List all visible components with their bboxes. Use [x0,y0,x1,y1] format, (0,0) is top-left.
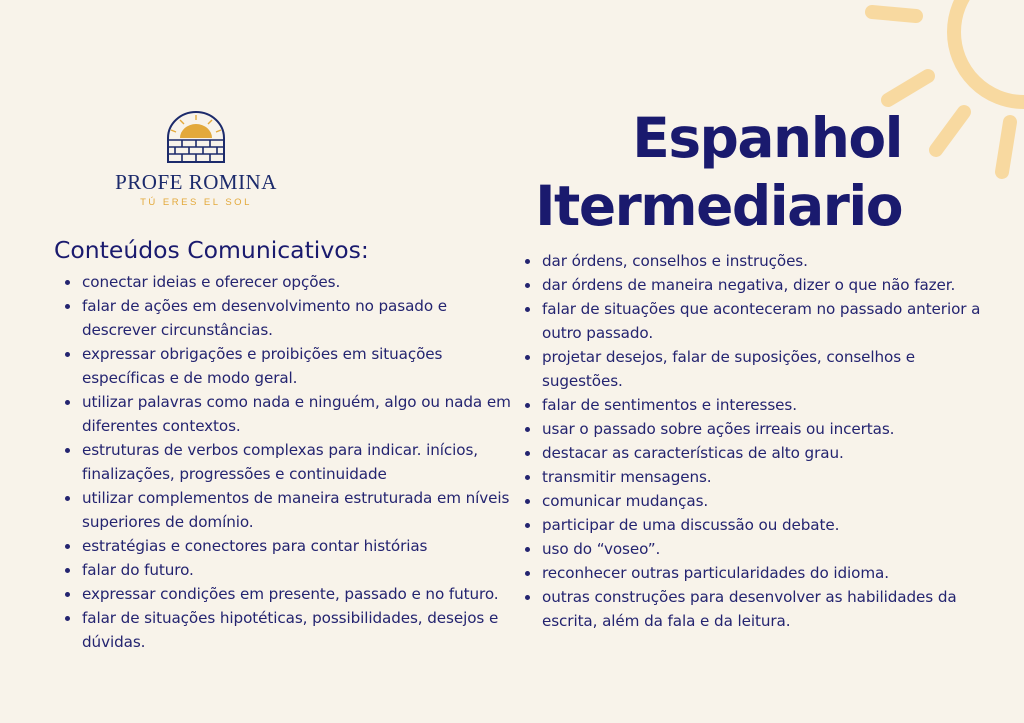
list-item: outras construções para desenvolver as habilidades da escrita, além da fala e da leitura. [542,585,984,633]
brand-name: PROFE ROMINA [115,170,277,194]
section-heading: Conteúdos Comunicativos: [54,236,369,264]
right-column [514,249,984,633]
list-item: conectar ideias e oferecer opções. [82,270,514,294]
list-item: destacar as características de alto grau. [542,441,984,465]
left-column [54,236,514,654]
list-item: dar órdens de maneira negativa, dizer o que não fazer. [542,273,984,297]
list-item: falar de ações em desenvolvimento no pasado e descrever circunstâncias. [82,294,514,342]
list-item: estratégias e conectores para contar histórias [82,534,514,558]
list-item: dar órdens, conselhos e instruções. [542,249,984,273]
list-item: utilizar palavras como nada e ninguém, algo ou nada em diferentes contextos. [82,390,514,438]
right-content-list [514,249,984,633]
list-item: participar de uma discussão ou debate. [542,513,984,537]
left-content-list [54,270,514,654]
list-item: expressar obrigações e proibições em situações específicas e de modo geral. [82,342,514,390]
brand-tagline: TÚ ERES EL SOL [140,197,252,208]
brick-arch-sun-icon [164,110,228,164]
list-item: estruturas de verbos complexas para indicar. inícios, finalizações, progressões e continuidade [82,438,514,486]
list-item: falar do futuro. [82,558,514,582]
list-item: falar de situações hipotéticas, possibilidades, desejos e dúvidas. [82,606,514,654]
list-item: projetar desejos, falar de suposições, conselhos e sugestões. [542,345,984,393]
list-item: falar de situações que aconteceram no passado anterior a outro passado. [542,297,984,345]
list-item: falar de sentimentos e interesses. [542,393,984,417]
title-line-2: Itermediario [535,174,902,238]
list-item: comunicar mudanças. [542,489,984,513]
list-item: transmitir mensagens. [542,465,984,489]
list-item: expressar condições em presente, passado e no futuro. [82,582,514,606]
list-item: usar o passado sobre ações irreais ou incertas. [542,417,984,441]
title-line-1: Espanhol [632,106,902,170]
list-item: utilizar complementos de maneira estruturada em níveis superiores de domínio. [82,486,514,534]
list-item: reconhecer outras particularidades do idioma. [542,561,984,585]
brand-logo [98,110,294,208]
list-item: uso do “voseo”. [542,537,984,561]
page-title [535,104,902,240]
